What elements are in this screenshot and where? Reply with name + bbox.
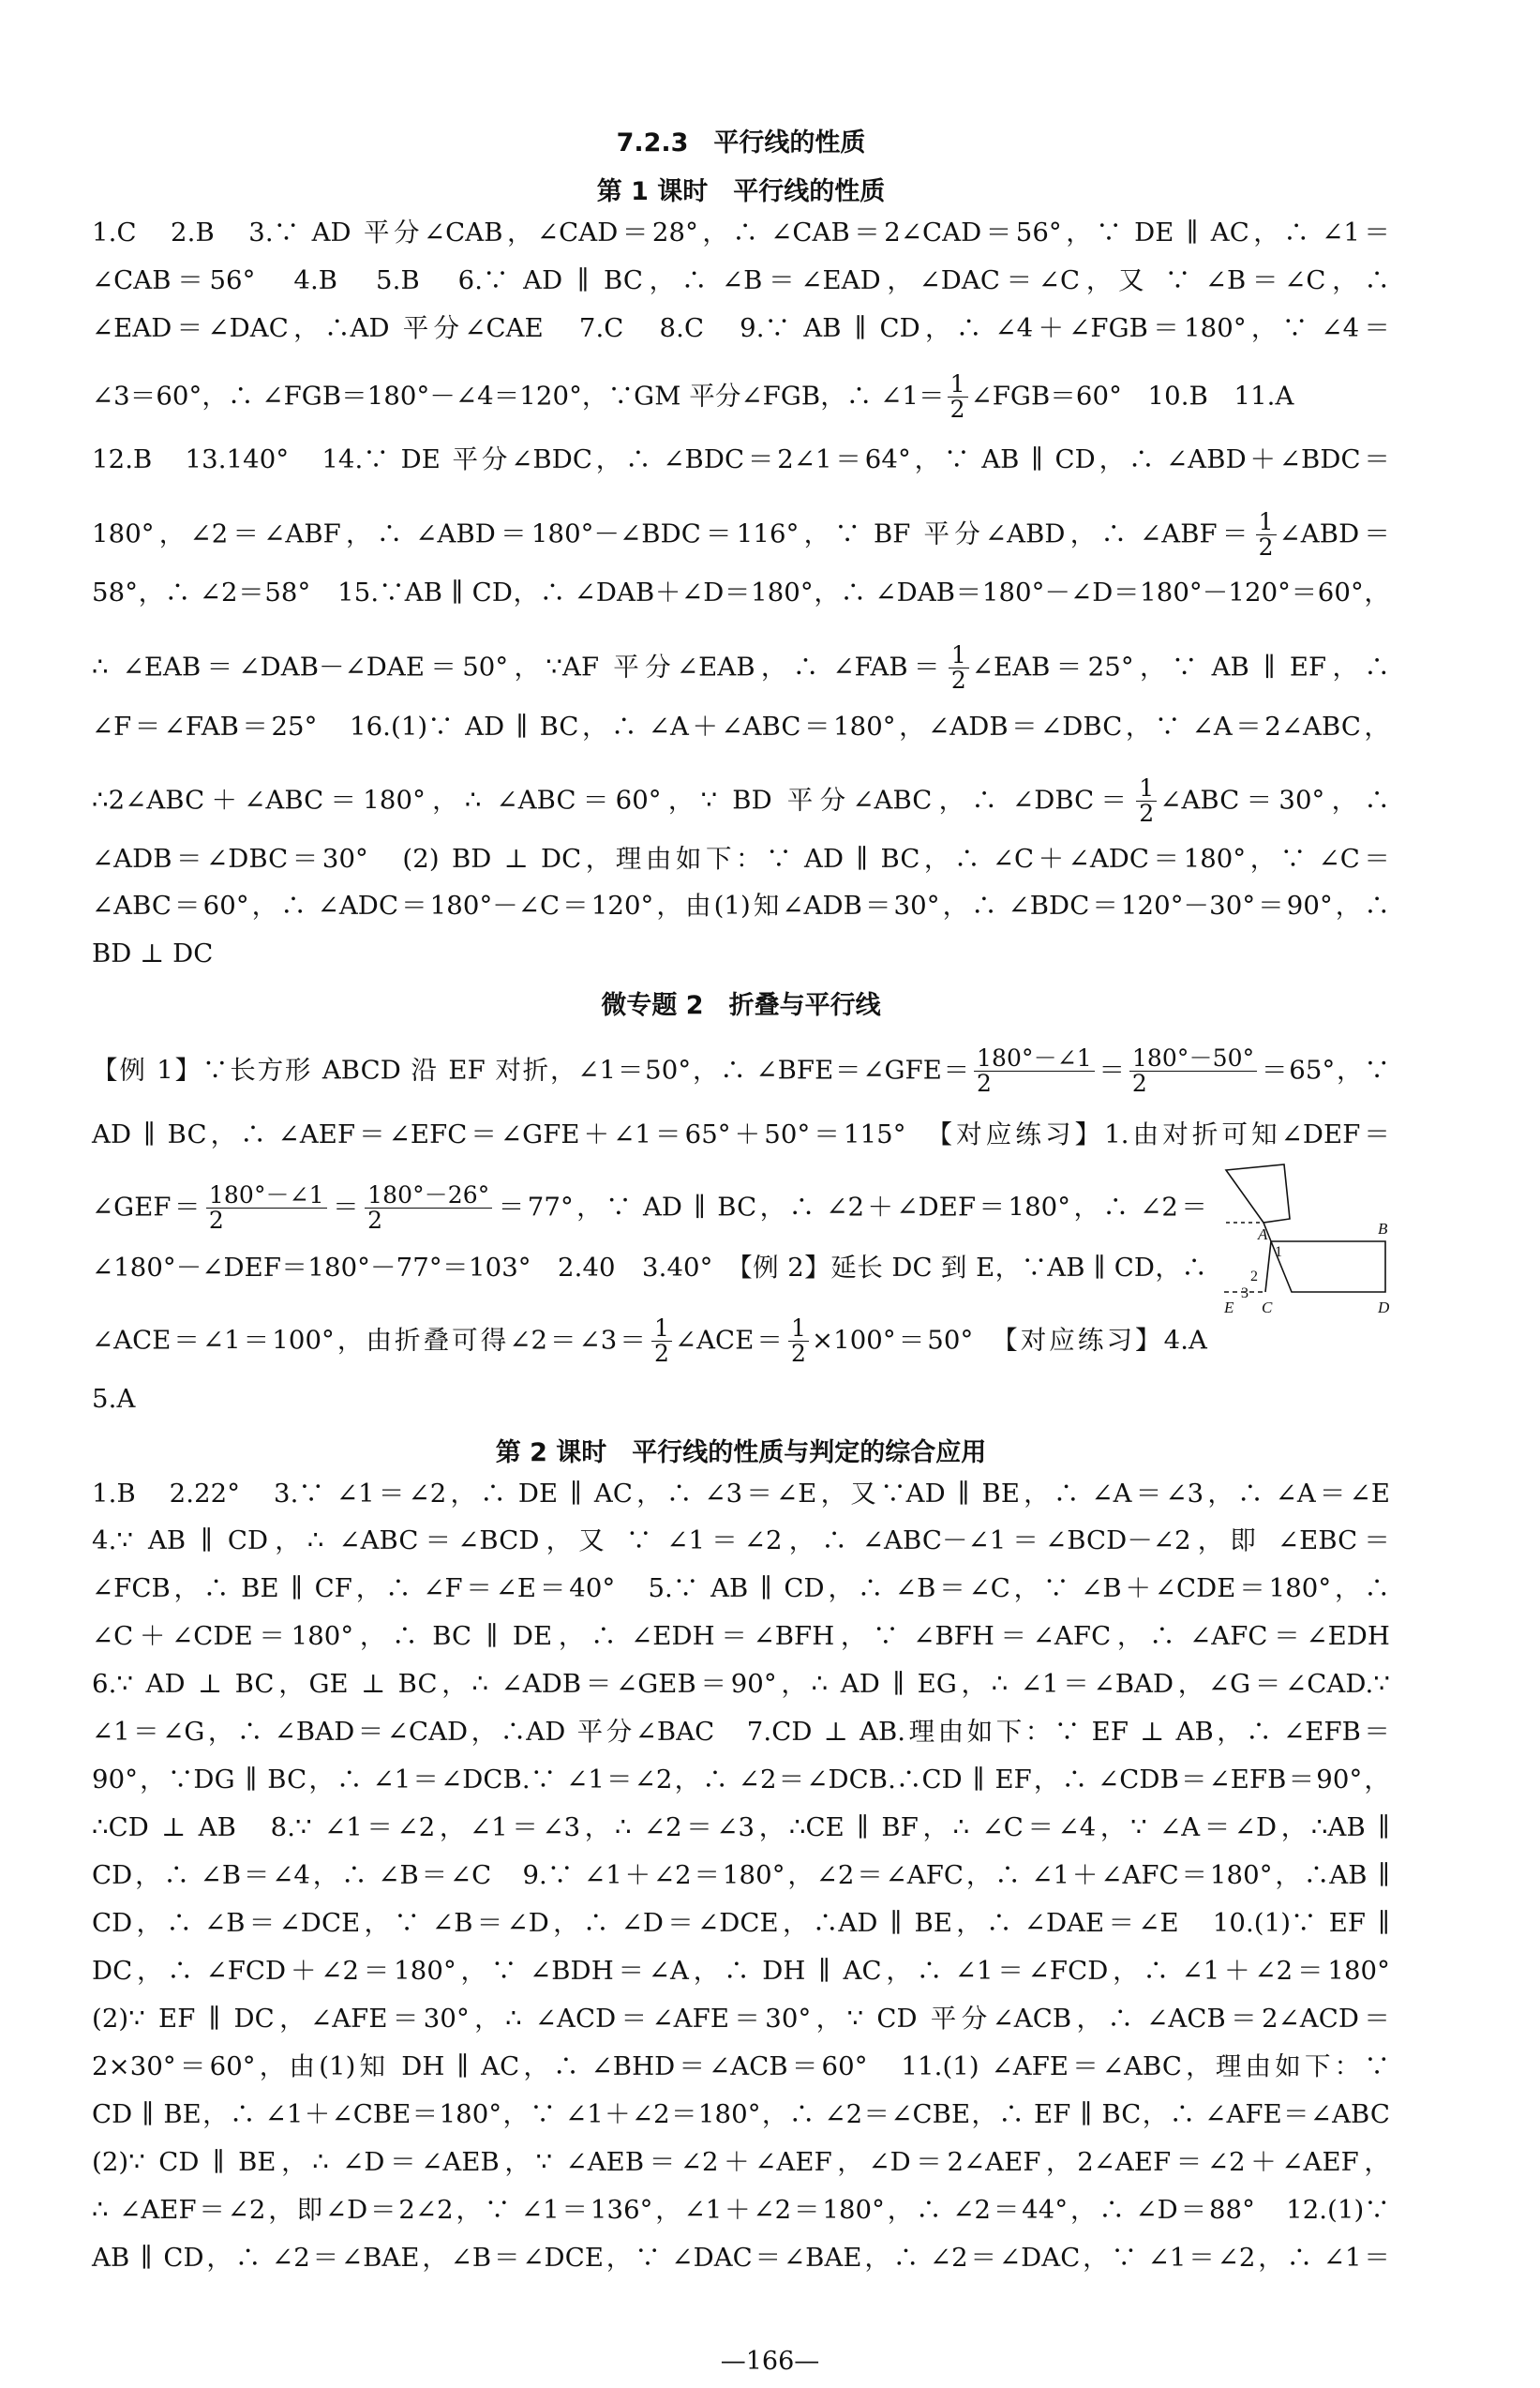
answer-line: AB ∥ CD，∴ ∠2＝∠BAE，∠B＝∠DCE，∵ ∠DAC＝∠BAE，∴ ∠2＝∠DAC，∵ ∠1＝∠2，∴ ∠1＝ bbox=[92, 2243, 1390, 2273]
fraction-den: 2 bbox=[208, 1207, 224, 1235]
text-segment: ∠ACE＝ bbox=[674, 1325, 785, 1356]
text-segment: ∠ABD＝ bbox=[1278, 518, 1390, 549]
answer-line: CD，∴ ∠B＝∠4，∴ ∠B＝∠C 9.∵ ∠1＋∠2＝180°，∠2＝∠AFC，∴ ∠1＋∠AFC＝180°，∴AB ∥ bbox=[92, 1860, 1390, 1890]
answer-line: 6.∵ AD ⊥ BC，GE ⊥ BC，∴ ∠ADB＝∠GEB＝90°，∴ AD ∥ EG，∴ ∠1＝∠BAD，∠G＝∠CAD.∵ bbox=[92, 1669, 1390, 1699]
answer-line: ∴ ∠AEF＝∠2，即∠D＝2∠2，∵ ∠1＝136°，∠1＋∠2＝180°，∴ ∠2＝44°，∴ ∠D＝88° 12.(1)∵ bbox=[92, 2195, 1390, 2225]
answer-line: ∠EAD＝∠DAC，∴AD 平分∠CAE 7.C 8.C 9.∵ AB ∥ CD，∴ ∠4＋∠FGB＝180°，∵ ∠4＝ bbox=[92, 313, 1390, 343]
answer-line: ∠F＝∠FAB＝25° 16.(1)∵ AD ∥ BC，∴ ∠A＋∠ABC＝180°，∠ADB＝∠DBC，∵ ∠A＝2∠ABC， bbox=[92, 712, 1390, 742]
page-number: —166— bbox=[720, 2347, 820, 2376]
fraction-num: 1 bbox=[651, 1316, 672, 1342]
answer-line bbox=[92, 1316, 1207, 1367]
answer-line: BD ⊥ DC bbox=[92, 939, 214, 969]
fraction-den: 2 bbox=[1131, 1070, 1147, 1098]
topic2-heading: 微专题 2 折叠与平行线 bbox=[601, 991, 881, 1020]
answer-line: DC，∴ ∠FCD＋∠2＝180°，∵ ∠BDH＝∠A，∴ DH ∥ AC，∴ ∠1＝∠FCD，∴ ∠1＋∠2＝180° bbox=[92, 1956, 1390, 1986]
answer-line: 5.A bbox=[92, 1384, 136, 1414]
text-segment: ∴ ∠EAB＝∠DAB－∠DAE＝50°，∵AF 平分∠EAB，∴ ∠FAB＝ bbox=[92, 652, 946, 683]
answer-line bbox=[92, 1183, 1207, 1234]
text-segment: ∴2∠ABC＋∠ABC＝180°，∴ ∠ABC＝60°，∵ BD 平分∠ABC，∴ ∠DBC＝ bbox=[92, 785, 1134, 816]
fraction bbox=[651, 1316, 672, 1367]
fraction bbox=[1256, 510, 1277, 561]
answer-line bbox=[92, 1046, 1390, 1097]
text-segment: 【例 1】∵长方形 ABCD 沿 EF 对折，∠1＝50°，∴ ∠BFE＝∠GFE＝ bbox=[92, 1055, 971, 1086]
answer-line bbox=[92, 372, 1390, 423]
fraction-den: 2 bbox=[949, 396, 965, 424]
text-segment: ＝ bbox=[329, 1192, 363, 1223]
fraction-num: 180°－∠1 bbox=[206, 1183, 327, 1209]
fold-figure bbox=[1219, 1161, 1397, 1320]
answer-line bbox=[92, 776, 1390, 827]
fraction-num: 1 bbox=[1136, 776, 1157, 802]
fraction bbox=[949, 643, 969, 694]
fraction-num: 1 bbox=[788, 1316, 809, 1342]
fold-line bbox=[1265, 1241, 1271, 1292]
answer-line bbox=[92, 643, 1390, 694]
fraction-num: 180°－50° bbox=[1129, 1046, 1257, 1072]
fraction-num: 1 bbox=[1256, 510, 1277, 535]
text-segment: ＝77°，∵ AD ∥ BC，∴ ∠2＋∠DEF＝180°，∴ ∠2＝ bbox=[495, 1192, 1207, 1223]
answer-line: ∠ABC＝60°，∴ ∠ADC＝180°－∠C＝120°，由(1)知∠ADB＝30°，∴ ∠BDC＝120°－30°＝90°，∴ bbox=[92, 891, 1390, 921]
angle-3-label: 3 bbox=[1241, 1285, 1248, 1301]
answer-line: ∠ADB＝∠DBC＝30° (2) BD ⊥ DC，理由如下：∵ AD ∥ BC，∴ ∠C＋∠ADC＝180°，∵ ∠C＝ bbox=[92, 844, 1390, 874]
text-segment: ＝ bbox=[1097, 1055, 1127, 1086]
answer-line: 4.∵ AB ∥ CD，∴ ∠ABC＝∠BCD，又 ∵ ∠1＝∠2，∴ ∠ABC－∠1＝∠BCD－∠2，即 ∠EBC＝ bbox=[92, 1525, 1390, 1555]
folded-flap bbox=[1226, 1164, 1290, 1223]
fraction-num: 1 bbox=[948, 372, 968, 398]
fraction-den: 2 bbox=[977, 1070, 993, 1098]
fraction bbox=[974, 1046, 1095, 1097]
answer-line: 12.B 13.140° 14.∵ DE 平分∠BDC，∴ ∠BDC＝2∠1＝64°，∵ AB ∥ CD，∴ ∠ABD＋∠BDC＝ bbox=[92, 444, 1390, 474]
fraction bbox=[1129, 1046, 1257, 1097]
fraction bbox=[206, 1183, 327, 1234]
answer-line: ∠1＝∠G，∴ ∠BAD＝∠CAD，∴AD 平分∠BAC 7.CD ⊥ AB.理由如下：∵ EF ⊥ AB，∴ ∠EFB＝ bbox=[92, 1717, 1390, 1747]
answer-line: CD ∥ BE，∴ ∠1＋∠CBE＝180°，∵ ∠1＋∠2＝180°，∴ ∠2＝∠CBE，∴ EF ∥ BC，∴ ∠AFE＝∠ABC bbox=[92, 2099, 1390, 2129]
angle-2-label: 2 bbox=[1250, 1269, 1258, 1284]
answer-line: 90°，∵DG ∥ BC，∴ ∠1＝∠DCB.∵ ∠1＝∠2，∴ ∠2＝∠DCB.∴CD ∥ EF，∴ ∠CDB＝∠EFB＝90°， bbox=[92, 1765, 1390, 1795]
fraction-num: 180°－∠1 bbox=[974, 1046, 1095, 1072]
answer-line: 2×30°＝60°，由(1)知 DH ∥ AC，∴ ∠BHD＝∠ACB＝60° 11.(1) ∠AFE＝∠ABC，理由如下：∵ bbox=[92, 2051, 1390, 2081]
text-segment: ∠ACE＝∠1＝100°，由折叠可得∠2＝∠3＝ bbox=[92, 1325, 649, 1356]
answer-line: AD ∥ BC，∴ ∠AEF＝∠EFC＝∠GFE＋∠1＝65°＋50°＝115° 【对应练习】1.由对折可知∠DEF＝ bbox=[92, 1119, 1390, 1149]
label-d: D bbox=[1378, 1299, 1390, 1316]
text-segment: ＝65°，∵ bbox=[1260, 1055, 1390, 1086]
fraction bbox=[365, 1183, 492, 1234]
answer-line: ∠180°－∠DEF＝180°－77°＝103° 2.40 3.40° 【例 2】延长 DC 到 E，∵AB ∥ CD，∴ bbox=[92, 1253, 1207, 1283]
answer-line bbox=[92, 510, 1390, 561]
text-segment: ×100°＝50° 【对应练习】4.A bbox=[811, 1325, 1207, 1356]
answer-line: ∠FCB，∴ BE ∥ CF，∴ ∠F＝∠E＝40° 5.∵ AB ∥ CD，∴ ∠B＝∠C，∵ ∠B＋∠CDE＝180°，∴ bbox=[92, 1573, 1390, 1603]
answer-line: (2)∵ EF ∥ DC，∠AFE＝30°，∴ ∠ACD＝∠AFE＝30°，∵ CD 平分∠ACB，∴ ∠ACB＝2∠ACD＝ bbox=[92, 2004, 1390, 2034]
answer-line: 1.B 2.22° 3.∵ ∠1＝∠2，∴ DE ∥ AC，∴ ∠3＝∠E，又∵AD ∥ BE，∴ ∠A＝∠3，∴ ∠A＝∠E bbox=[92, 1479, 1390, 1509]
section-heading: 7.2.3 平行线的性质 bbox=[616, 128, 866, 158]
fraction bbox=[1136, 776, 1157, 827]
label-b: B bbox=[1378, 1220, 1388, 1238]
text-segment: ∠FGB＝60° 10.B 11.A bbox=[970, 381, 1294, 412]
text-segment: 180°，∠2＝∠ABF，∴ ∠ABD＝180°－∠BDC＝116°，∵ BF 平分∠ABD，∴ ∠ABF＝ bbox=[92, 518, 1253, 549]
answer-line: ∠CAB＝56° 4.B 5.B 6.∵ AD ∥ BC，∴ ∠B＝∠EAD，∠DAC＝∠C，又 ∵ ∠B＝∠C，∴ bbox=[92, 265, 1390, 295]
fraction bbox=[948, 372, 968, 423]
fraction-den: 2 bbox=[653, 1340, 669, 1368]
answer-line: CD，∴ ∠B＝∠DCE，∵ ∠B＝∠D，∴ ∠D＝∠DCE，∴AD ∥ BE，∴ ∠DAE＝∠E 10.(1)∵ EF ∥ bbox=[92, 1908, 1390, 1938]
angle-1-label: 1 bbox=[1275, 1244, 1282, 1260]
answer-line: (2)∵ CD ∥ BE，∴ ∠D＝∠AEB，∵ ∠AEB＝∠2＋∠AEF，∠D＝2∠AEF，2∠AEF＝∠2＋∠AEF， bbox=[92, 2147, 1390, 2177]
answer-line: 58°，∴ ∠2＝58° 15.∵AB ∥ CD，∴ ∠DAB＋∠D＝180°，∴ ∠DAB＝180°－∠D＝180°－120°＝60°， bbox=[92, 578, 1390, 608]
fraction-den: 2 bbox=[790, 1340, 806, 1368]
answer-line: ∴CD ⊥ AB 8.∵ ∠1＝∠2，∠1＝∠3，∴ ∠2＝∠3，∴CE ∥ BF，∴ ∠C＝∠4，∵ ∠A＝∠D，∴AB ∥ bbox=[92, 1812, 1390, 1842]
label-a: A bbox=[1258, 1225, 1268, 1243]
fraction-den: 2 bbox=[950, 667, 966, 695]
answer-line: ∠C＋∠CDE＝180°，∴ BC ∥ DE，∴ ∠EDH＝∠BFH，∵ ∠BFH＝∠AFC，∴ ∠AFC＝∠EDH bbox=[92, 1621, 1390, 1651]
lesson2-heading: 第 2 课时 平行线的性质与判定的综合应用 bbox=[495, 1438, 987, 1467]
fraction bbox=[788, 1316, 809, 1367]
answer-line: 1.C 2.B 3.∵ AD 平分∠CAB，∠CAD＝28°，∴ ∠CAB＝2∠CAD＝56°，∵ DE ∥ AC，∴ ∠1＝ bbox=[92, 218, 1390, 248]
fraction-den: 2 bbox=[1258, 533, 1274, 562]
fraction-num: 1 bbox=[949, 643, 969, 668]
text-segment: ∠EAB＝25°，∵ AB ∥ EF，∴ bbox=[971, 652, 1390, 683]
text-segment: ∠ABC＝30°，∴ bbox=[1159, 785, 1390, 816]
fraction-den: 2 bbox=[367, 1207, 383, 1235]
label-e: E bbox=[1224, 1299, 1234, 1316]
fraction-num: 180°－26° bbox=[365, 1183, 492, 1209]
label-c: C bbox=[1262, 1299, 1273, 1316]
fraction-den: 2 bbox=[1139, 800, 1155, 828]
text-segment: ∠GEF＝ bbox=[92, 1192, 203, 1223]
lesson1-heading: 第 1 课时 平行线的性质 bbox=[596, 177, 886, 206]
text-segment: ∠3＝60°，∴ ∠FGB＝180°－∠4＝120°，∵GM 平分∠FGB，∴ ∠1＝ bbox=[92, 381, 945, 412]
